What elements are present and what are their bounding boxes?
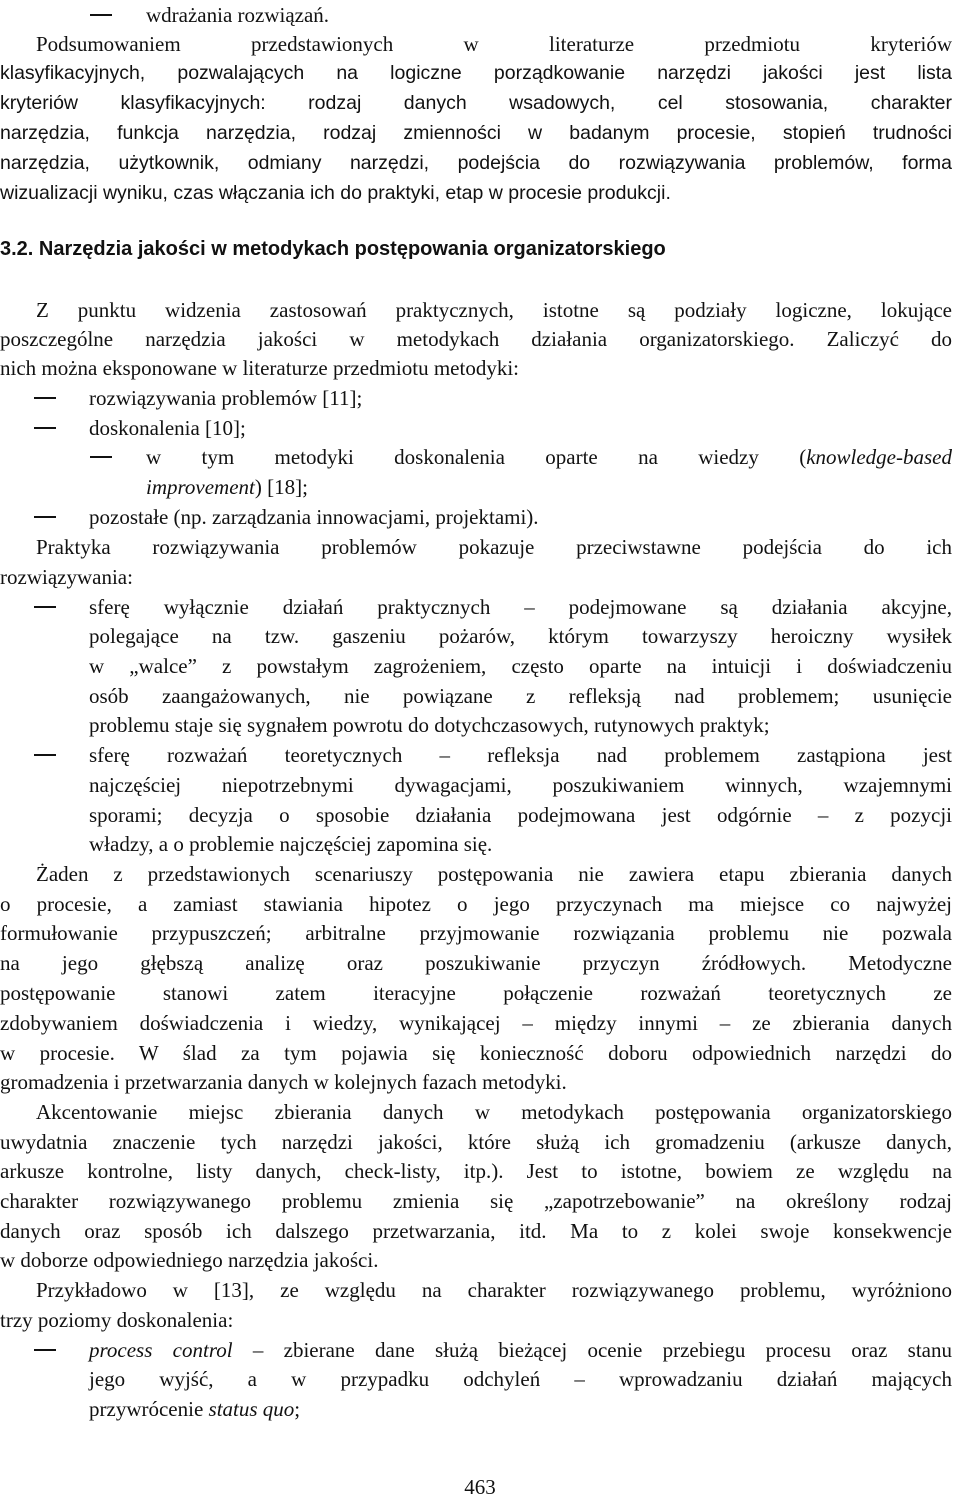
- paragraph-line: postępowanie stanowi zatem iteracyjne połączenie rozważań teoretycznych ze: [0, 981, 952, 1005]
- paragraph-line: kryteriów klasyfikacyjnych: rodzaj danych wsadowych, cel stosowania, charakter: [0, 92, 952, 114]
- list-item-text: ;: [294, 1397, 301, 1421]
- list-item-line: jego wyjść, a w przypadku odchyleń – wprowadzaniu działań mających: [89, 1367, 952, 1391]
- list-subitem-italic: improvement: [146, 475, 255, 499]
- list-item: wdrażania rozwiązań.: [146, 3, 330, 27]
- paragraph-line: narzędzia, funkcja narzędzia, rodzaj zmienności w badanym procesie, stopień trudności: [0, 122, 952, 144]
- list-item-line: osób zaangażowanych, nie powiązane z refleksją nad problemem; usunięcie: [89, 684, 952, 708]
- list-item-line: [89, 1335, 952, 1365]
- list-item-line: sferę wyłącznie działań praktycznych – podejmowane są działania akcyjne,: [89, 595, 952, 619]
- paragraph-line: poszczególne narzędzia jakości w metodykach działania organizatorskiego. Zaliczyć do: [0, 327, 952, 351]
- paragraph-line: Akcentowanie miejsc zbierania danych w metodykach postępowania organizatorskiego: [36, 1100, 952, 1124]
- paragraph-line: w procesie. W ślad za tym pojawia się konieczność doboru odpowiednich narzędzi do: [0, 1041, 952, 1065]
- list-item-text: przywrócenie: [89, 1397, 209, 1421]
- list-dash: [34, 397, 56, 399]
- list-item-text: – zbierane dane służą bieżącej ocenie przebiegu procesu oraz stanu: [232, 1338, 953, 1362]
- list-item-line: sferę rozważań teoretycznych – refleksja nad problemem zastąpiona jest: [89, 743, 952, 767]
- paragraph-line: klasyfikacyjnych, pozwalających na logiczne porządkowanie narzędzi jakości jest lista: [0, 62, 952, 84]
- paragraph-line: wizualizacji wyniku, czas włączania ich do praktyki, etap w procesie produkcji.: [0, 182, 671, 204]
- list-subitem: [146, 442, 952, 472]
- list-item-line: problemu staje się sygnałem powrotu do dotychczasowych, rutynowych praktyk;: [89, 713, 770, 737]
- list-dash: [34, 754, 56, 756]
- list-item: rozwiązywania problemów [11];: [89, 386, 363, 410]
- list-item-line: w „walce” z powstałym zagrożeniem, często oparte na intuicji i doświadczeniu: [89, 654, 952, 678]
- list-item-line: sporami; decyzja o sposobie działania podejmowana jest odgórnie – z pozycji: [89, 803, 952, 827]
- list-subitem-text: ) [18];: [254, 475, 308, 499]
- list-dash: [90, 14, 112, 16]
- paragraph-line: Podsumowaniem przedstawionych w literaturze przedmiotu kryteriów: [36, 32, 952, 56]
- list-dash: [34, 427, 56, 429]
- paragraph-line: zdobywaniem doświadczenia i wiedzy, wynikającej – między innymi – ze zbierania danych: [0, 1011, 952, 1035]
- page-number: 463: [464, 1475, 496, 1499]
- paragraph-line: gromadzenia i przetwarzania danych w kolejnych fazach metodyki.: [0, 1070, 567, 1094]
- list-dash: [34, 606, 56, 608]
- list-item: doskonalenia [10];: [89, 416, 246, 440]
- list-item-italic: status quo: [208, 1397, 295, 1421]
- paragraph-line: w doborze odpowiedniego narzędzia jakości.: [0, 1248, 379, 1272]
- paragraph-line: na jego głębszą analizę oraz poszukiwanie przyczyn źródłowych. Metodyczne: [0, 951, 952, 975]
- paragraph-line: trzy poziomy doskonalenia:: [0, 1308, 234, 1332]
- paragraph-line: Żaden z przedstawionych scenariuszy postępowania nie zawiera etapu zbierania danych: [36, 862, 952, 886]
- paragraph-line: charakter rozwiązywanego problemu zmienia się „zapotrzebowanie” na określony rodzaj: [0, 1189, 952, 1213]
- paragraph-line: o procesie, a zamiast stawiania hipotez o jego przyczynach ma miejsce co najwyżej: [0, 892, 952, 916]
- paragraph-line: formułowanie przypuszczeń; arbitralne przyjmowanie rozwiązania problemu nie pozwala: [0, 921, 952, 945]
- list-dash: [90, 456, 112, 458]
- paragraph-line: Przykładowo w [13], ze względu na charakter rozwiązywanego problemu, wyróżniono: [36, 1278, 952, 1302]
- list-dash: [34, 1349, 56, 1351]
- list-item-line: władzy, a o problemie najczęściej zapomina się.: [89, 832, 493, 856]
- list-item: pozostałe (np. zarządzania innowacjami, projektami).: [89, 505, 539, 529]
- paragraph-line: arkusze kontrolne, listy danych, check-listy, itp.). Jest to istotne, bowiem ze względu na: [0, 1159, 952, 1183]
- list-subitem: [146, 472, 308, 502]
- list-item-italic: process control: [89, 1338, 233, 1362]
- paragraph-line: Praktyka rozwiązywania problemów pokazuje przeciwstawne podejścia do ich: [36, 535, 952, 559]
- paragraph-line: Z punktu widzenia zastosowań praktycznych, istotne są podziały logiczne, lokujące: [36, 298, 952, 322]
- list-dash: [34, 516, 56, 518]
- paragraph-line: uwydatnia znaczenie tych narzędzi jakości, które służą ich gromadzeniu (arkusze danych,: [0, 1130, 952, 1154]
- paragraph-line: danych oraz sposób ich dalszego przetwarzania, itd. Ma to z kolei swoje konsekwencje: [0, 1219, 952, 1243]
- list-item-line: [89, 1394, 300, 1424]
- list-subitem-italic: knowledge-based: [806, 445, 952, 469]
- list-item-line: polegające na tzw. gaszeniu pożarów, którym towarzyszy heroiczny wysiłek: [89, 624, 952, 648]
- list-item-line: najczęściej niepotrzebnymi dywagacjami, poszukiwaniem winnych, wzajemnymi: [89, 773, 952, 797]
- list-subitem-text: w tym metodyki doskonalenia oparte na wiedzy (: [146, 445, 807, 469]
- paragraph-line: narzędzia, użytkownik, odmiany narzędzi, podejścia do rozwiązywania problemów, forma: [0, 152, 952, 174]
- paragraph-line: rozwiązywania:: [0, 565, 133, 589]
- section-heading: 3.2. Narzędzia jakości w metodykach postępowania organizatorskiego: [0, 238, 666, 260]
- paragraph-line: nich można eksponowane w literaturze przedmiotu metodyki:: [0, 356, 520, 380]
